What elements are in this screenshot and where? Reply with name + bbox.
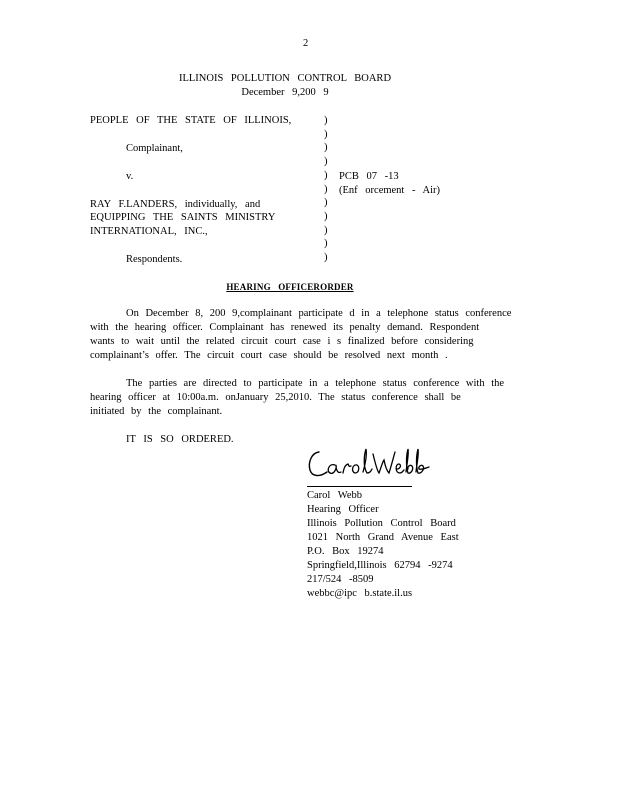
paragraph-1-line: complainant’s offer. The circuit court case should be resolved next month .: [90, 350, 448, 361]
defendant-line-1: RAY F.LANDERS, individually, and: [90, 199, 261, 210]
paragraph-2-line: initiated by the complainant.: [90, 406, 223, 417]
versus-label: v.: [126, 171, 134, 182]
case-number: PCB 07 -13: [339, 171, 399, 182]
caption-paren: ): [324, 170, 328, 181]
signature-email: webbc@ipc b.state.il.us: [307, 588, 413, 599]
case-type: (Enf orcement - Air): [339, 185, 441, 196]
order-title: HEARING OFFICERORDER: [226, 282, 354, 292]
caption-paren: ): [324, 142, 328, 153]
paragraph-2-line: The parties are directed to participate in a telephone status conference with the: [126, 378, 505, 389]
order-date: December 9,200 9: [241, 87, 329, 98]
caption-paren: ): [324, 184, 328, 195]
signature-line: [307, 486, 412, 487]
defendant-line-2: EQUIPPING THE SAINTS MINISTRY: [90, 212, 276, 223]
signature-po-box: P.O. Box 19274: [307, 546, 384, 557]
paragraph-2-line: hearing officer at 10:00a.m. onJanuary 25,2010. The status conference shall be: [90, 392, 461, 403]
plaintiff-role: Complainant,: [126, 143, 183, 154]
signature-name: Carol Webb: [307, 490, 362, 501]
handwritten-signature: [305, 443, 435, 483]
caption-paren: ): [324, 115, 328, 126]
signature-agency: Illinois Pollution Control Board: [307, 518, 456, 529]
closing-statement: IT IS SO ORDERED.: [126, 434, 234, 445]
signature-street-address: 1021 North Grand Avenue East: [307, 532, 459, 543]
signature-title: Hearing Officer: [307, 504, 379, 515]
paragraph-1-line: wants to wait until the related circuit court case i s finalized before considering: [90, 336, 474, 347]
defendant-role: Respondents.: [126, 254, 183, 265]
plaintiff-name: PEOPLE OF THE STATE OF ILLINOIS,: [90, 115, 292, 126]
page-number: 2: [303, 38, 309, 49]
caption-paren: ): [324, 197, 328, 208]
paragraph-1-line: On December 8, 200 9,complainant participate d in a telephone status conference: [126, 308, 512, 319]
signature-phone: 217/524 -8509: [307, 574, 374, 585]
caption-paren: ): [324, 252, 328, 263]
signature-city-state-zip: Springfield,Illinois 62794 -9274: [307, 560, 453, 571]
paragraph-1-line: with the hearing officer. Complainant has renewed its penalty demand. Respondent: [90, 322, 480, 333]
caption-paren: ): [324, 225, 328, 236]
defendant-line-3: INTERNATIONAL, INC.,: [90, 226, 208, 237]
caption-paren: ): [324, 211, 328, 222]
caption-paren: ): [324, 238, 328, 249]
agency-name: ILLINOIS POLLUTION CONTROL BOARD: [178, 73, 392, 84]
caption-paren: ): [324, 156, 328, 167]
caption-paren: ): [324, 129, 328, 140]
